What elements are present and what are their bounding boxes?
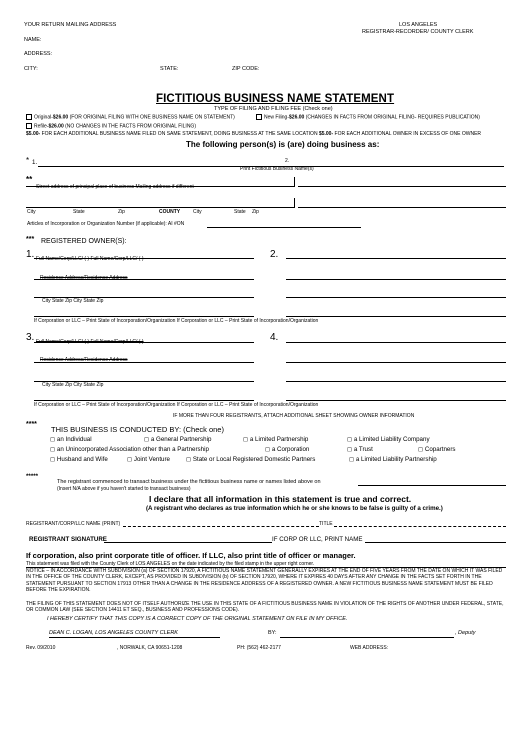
- option-checkbox[interactable]: ◻: [50, 446, 56, 453]
- mailing-city-state-zip-field[interactable]: [298, 207, 506, 208]
- web-address: WEB ADDRESS:: [350, 645, 389, 651]
- owner2-corp-field[interactable]: [286, 316, 506, 317]
- owner3-residence-caption: Residence Address/Residence Address: [40, 357, 128, 363]
- clerk-name: DEAN C. LOGAN, LOS ANGELES COUNTY CLERK: [49, 630, 178, 636]
- more-than-four-note: IF MORE THAN FOUR REGISTRANTS, ATTACH ADDITIONAL SHEET SHOWING OWNER INFORMATION: [173, 413, 415, 419]
- certify-note: I HEREBY CERTIFY THAT THIS COPY IS A CORRECT COPY OF THE ORIGINAL STATEMENT ON FILE IN MY OFFICE.: [47, 616, 348, 622]
- option-checkbox[interactable]: ◻: [418, 446, 424, 453]
- by-label: BY:: [268, 630, 277, 636]
- owner3-name-caption: Full Name/Corp/LLC/ ( ) Full Name/Corp/LLC/ ( ): [36, 339, 144, 345]
- option-general-partnership[interactable]: ◻ a General Partnership: [144, 436, 212, 443]
- registrant-name-field[interactable]: [123, 526, 319, 527]
- owners-star: ***: [26, 236, 35, 243]
- city2-caption: City: [193, 209, 202, 215]
- zip-caption: Zip: [118, 209, 125, 215]
- owners-heading: REGISTERED OWNER(S):: [41, 238, 127, 245]
- owner2-csz-field[interactable]: [286, 297, 506, 298]
- option-trust[interactable]: ◻ a Trust: [347, 446, 373, 453]
- owner4-residence-field[interactable]: [286, 362, 506, 363]
- option-checkbox[interactable]: ◻: [127, 456, 133, 463]
- option-checkbox[interactable]: ◻: [347, 436, 353, 443]
- filing-original[interactable]: Original-$26.00 (FOR ORIGINAL FILING WITH ONE BUSINESS NAME ON STATEMENT): [26, 114, 235, 120]
- clerk-underline: [49, 637, 220, 638]
- city-state-zip-field[interactable]: [26, 207, 294, 208]
- registrant-name-label: REGISTRANT/CORP/LLC NAME (PRINT): [26, 521, 121, 527]
- address-caption: Street address of principal place of business Mailing address if different: [36, 184, 194, 190]
- new-filing-checkbox[interactable]: [256, 114, 262, 120]
- address-divider: [294, 177, 295, 187]
- filed-note: This statement was filed with the County Clerk of LOS ANGELES on the date indicated by the filed stamp in the upper right corner.: [26, 561, 315, 567]
- city-label: CITY:: [24, 66, 38, 72]
- owner4-corp-field[interactable]: [286, 400, 506, 401]
- return-address-label: YOUR RETURN MAILING ADDRESS: [24, 22, 117, 28]
- deputy-field[interactable]: [280, 637, 454, 638]
- commenced-date-field[interactable]: [358, 485, 506, 486]
- owner-num-4: 4.: [270, 332, 279, 343]
- owner4-name-field[interactable]: [286, 342, 506, 343]
- corp-print-name-field[interactable]: [365, 542, 506, 543]
- option-checkbox[interactable]: ◻: [243, 436, 249, 443]
- state2-caption: State: [234, 209, 246, 215]
- conducted-star: ****: [26, 421, 37, 428]
- option-checkbox[interactable]: ◻: [144, 436, 150, 443]
- owner1-csz-caption: City State Zip City State Zip: [42, 298, 104, 304]
- city-caption: City: [27, 209, 36, 215]
- corp-print-name-label: IF CORP OR LLC, PRINT NAME: [272, 536, 363, 543]
- declaration-sub: (A registrant who declares as true information which he or she knows to be false is guilty of a crime.): [146, 505, 443, 512]
- option-checkbox[interactable]: ◻: [50, 436, 56, 443]
- option-llp[interactable]: ◻ a Limited Liability Partnership: [349, 456, 437, 463]
- option-individual[interactable]: ◻ an Individual: [50, 436, 92, 443]
- zip-label: ZIP CODE:: [232, 66, 260, 72]
- filing-type-line: TYPE OF FILING AND FILING FEE (Check one): [214, 106, 333, 112]
- business-heading: The following person(s) is (are) doing business as:: [186, 140, 380, 149]
- zip2-caption: Zip: [252, 209, 259, 215]
- registrar-office: REGISTRAR-RECORDER/ COUNTY CLERK: [362, 29, 474, 35]
- owner34-corp-caption: If Corporation or LLC – Print State of Incorporation/Organization If Corporation or LLC – Print State of Incorporation/Organization: [34, 402, 319, 408]
- state-label: STATE:: [160, 66, 179, 72]
- csz-divider: [294, 198, 295, 208]
- notice-authorization: THE FILING OF THIS STATEMENT DOES NOT OF ITSELF AUTHORIZE THE USE IN THIS STATE OF A FICTITIOUS BUSINESS NAME IN VIOLATION OF THE RIGHTS OF ANOTHER UNDER FEDERAL, STATE, OR COMMON LAW (SEE SECTION 14411 ET SEQ., BUSINESS AND PROFESSIONS CODE).: [26, 601, 504, 614]
- county-name: LOS ANGELES: [399, 22, 438, 28]
- option-corporation[interactable]: ◻ a Corporation: [265, 446, 310, 453]
- signature-label: REGISTRANT SIGNATURE: [29, 536, 107, 543]
- option-llc[interactable]: ◻ a Limited Liability Company: [347, 436, 430, 443]
- refile-checkbox[interactable]: [26, 123, 32, 129]
- officer-note: If corporation, also print corporate title of officer. If LLC, also print title of officer or manager.: [26, 551, 356, 560]
- business-num-2: 2.: [285, 158, 290, 164]
- option-checkbox[interactable]: ◻: [50, 456, 56, 463]
- option-checkbox[interactable]: ◻: [347, 446, 353, 453]
- owner-num-1: 1.: [26, 249, 35, 260]
- business-name-caption: Print Fictitious Business Name(s): [240, 166, 314, 172]
- option-domestic-partners[interactable]: ◻ State or Local Registered Domestic Partners: [186, 456, 316, 463]
- phone: PH: (562) 462-2177: [237, 645, 281, 651]
- option-checkbox[interactable]: ◻: [265, 446, 271, 453]
- option-checkbox[interactable]: ◻: [186, 456, 192, 463]
- state-caption: State: [73, 209, 85, 215]
- owner-num-2: 2.: [270, 249, 279, 260]
- county-caption: COUNTY: [159, 209, 181, 215]
- commenced-text: The registrant commenced to transact business under the fictitious business name or names listed above on: [57, 479, 321, 485]
- owner3-csz-caption: City State Zip City State Zip: [42, 382, 104, 388]
- option-husband-wife[interactable]: ◻ Husband and Wife: [50, 456, 108, 463]
- address-label: ADDRESS:: [24, 51, 53, 57]
- page-title: FICTITIOUS BUSINESS NAME STATEMENT: [156, 93, 395, 105]
- owner3-corp-field[interactable]: [34, 400, 254, 401]
- owner1-corp-field[interactable]: [34, 316, 254, 317]
- owner2-name-field[interactable]: [286, 258, 506, 259]
- name-label: NAME:: [24, 37, 42, 43]
- mailing-address-field[interactable]: [298, 186, 506, 187]
- conducted-heading: THIS BUSINESS IS CONDUCTED BY: (Check one): [51, 425, 224, 434]
- owner-num-3: 3.: [26, 332, 35, 343]
- signature-field[interactable]: [104, 542, 272, 543]
- commenced-note: (Insert N/A above if you haven't started to transact business): [57, 486, 191, 492]
- section2-star: **: [26, 175, 33, 184]
- owner12-corp-caption: If Corporation or LLC – Print State of Incorporation/Organization If Corporation or LLC – Print State of Incorporation/Organization: [34, 318, 319, 324]
- owner1-name-caption: Full Name/Corp/LLC/ ( ) Full Name/Corp/LLC/ ( ): [36, 256, 144, 262]
- business-num-1: 1.: [32, 159, 38, 166]
- option-limited-partnership[interactable]: ◻ a Limited Partnership: [243, 436, 309, 443]
- filing-new[interactable]: New Filing-$26.00 (CHANGES IN FACTS FROM ORIGINAL FILING- REQUIRES PUBLICATION): [256, 114, 480, 120]
- title-field[interactable]: [334, 526, 506, 527]
- title-label: TITLE: [319, 521, 333, 527]
- option-joint-venture[interactable]: ◻ Joint Venture: [127, 456, 170, 463]
- owner4-csz-field[interactable]: [286, 381, 506, 382]
- original-checkbox[interactable]: [26, 114, 32, 120]
- articles-label: Articles of Incorporation or Organization Number (if applicable): AI #ON: [27, 221, 185, 227]
- revision: Rev. 09/2010: [26, 645, 56, 651]
- articles-field[interactable]: [207, 227, 361, 228]
- option-checkbox[interactable]: ◻: [349, 456, 355, 463]
- norwalk-address: , NORWALK, CA 90651-1208: [117, 645, 183, 651]
- notice-expiration: NOTICE – IN ACCORDANCE WITH SUBDIVISION (a) OF SECTION 17920, A FICTITIOUS NAME STATEMENT GENERALLY EXPIRES AT THE END OF FIVE YEARS FROM THE DATE ON WHICH IT WAS FILED IN THE OFFICE OF THE COUNTY CLERK, EXCEPT, AS PROVIDED IN SUBDIVISION (b) OF SECTION 17920, WHERE IT EXPIRES 40 DAYS AFTER ANY CHANGE IN THE FACTS SET FORTH IN THE STATEMENT PURSUANT TO SECTION 17913 OTHER THAN A CHANGE IN THE RESIDENCE ADDRESS OF A REGISTERED OWNER. A NEW FICTITIOUS BUSINESS NAME STATEMENT MUST BE FILED BEFORE THE EXPIRATION.: [26, 568, 503, 593]
- owner1-residence-caption: Residence Address/Residence Address: [40, 275, 128, 281]
- owner2-residence-field[interactable]: [286, 279, 506, 280]
- option-unincorporated[interactable]: ◻ an Unincorporated Association other than a Partnership: [50, 446, 209, 453]
- section1-star: *: [26, 156, 30, 165]
- deputy-label: , Deputy: [455, 630, 476, 636]
- option-copartners[interactable]: ◻ Copartners: [418, 446, 456, 453]
- commenced-star: *****: [26, 473, 39, 480]
- filing-refile[interactable]: Refile-$26.00 (NO CHANGES IN THE FACTS FROM ORIGINAL FILING): [26, 123, 196, 129]
- declaration-main: I declare that all information in this statement is true and correct.: [149, 494, 412, 504]
- filing-additional: $5.00- FOR EACH ADDITIONAL BUSINESS NAME FILED ON SAME STATEMENT, DOING BUSINESS AT THE SAME LOCATION $5.00- FOR EACH ADDITIONAL OWNER IN EXCESS OF ONE OWNER: [26, 131, 482, 137]
